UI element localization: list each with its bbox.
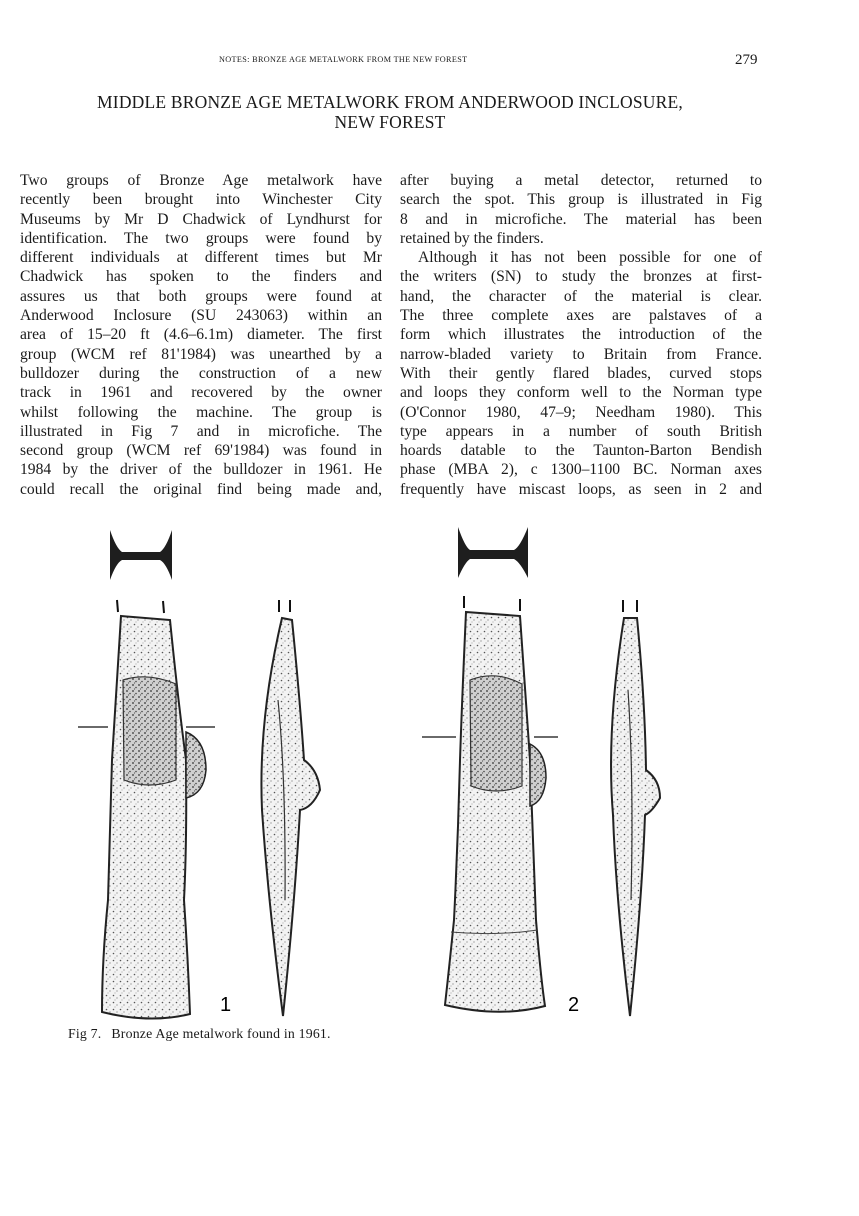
text-line: retained by the finders. [400,229,544,247]
figure-caption-label: Fig 7. [68,1026,102,1041]
text-line: search the spot. This group is illustrated in Fig [400,191,762,209]
text-line: second group (WCM ref 69'1984) was found in [20,442,382,460]
text-line: 1984 by the driver of the bulldozer in 1961. He [20,461,382,479]
article-title [40,92,740,132]
text-line: whilst following the machine. The group is [20,403,382,421]
text-line: phase (MBA 2), c 1300–1100 BC. Norman axes [400,461,762,479]
figure-caption [68,1026,331,1042]
text-line: and loops they conform well to the Norman type [400,384,762,402]
running-head [0,52,859,69]
figure-item-label-2: 2 [568,994,580,1016]
figure-item-label-1: 1 [220,994,232,1016]
text-line: narrow-bladed variety to Britain from France. [400,345,762,363]
text-line: The three complete axes are palstaves of a [400,307,762,325]
axe-1-face-view [78,600,215,1019]
left-column [20,171,382,499]
text-line: (O'Connor 1980, 47–9; Needham 1980). This [400,403,762,421]
text-line: Although it has not been possible for one of [418,249,762,267]
text-line: group (WCM ref 81'1984) was unearthed by a [20,345,382,363]
text-line: could recall the original find being made and, [20,480,382,498]
text-line: frequently have miscast loops, as seen in 2 and [400,480,762,498]
text-line: Chadwick has spoken to the finders and [20,268,382,286]
axe-2-side-view [611,600,660,1016]
text-line: Museums by Mr D Chadwick of Lyndhurst for [20,210,382,228]
axe-2-cross-section [458,527,528,578]
text-line: different individuals at different times but Mr [20,249,382,267]
axe-1-side-view [261,600,320,1016]
running-title: NOTES: BRONZE AGE METALWORK FROM THE NEW FOREST [219,55,468,64]
text-line: type appears in a number of south British [400,422,762,440]
axe-2-face-view [422,596,558,1012]
text-line: With their gently flared blades, curved stops [400,364,762,382]
text-line: the writers (SN) to study the bronzes at first- [400,268,762,286]
figure-caption-text: Bronze Age metalwork found in 1961. [111,1026,331,1041]
text-line: hoards datable to the Taunton-Barton Bendish [400,442,762,460]
article-title-line: NEW FOREST [334,112,446,132]
text-line: identification. The two groups were found by [20,229,382,247]
text-line: after buying a metal detector, returned to [400,172,762,189]
text-line: Anderwood Inclosure (SU 243063) within an [20,307,382,325]
text-line: track in 1961 and recovered by the owner [20,384,382,402]
text-line: form which illustrates the introduction of the [400,326,762,344]
page-number: 279 [735,52,758,68]
figure-axe-drawings [60,520,800,1030]
text-line: illustrated in Fig 7 and in microfiche. The [20,422,382,440]
text-line: bulldozer during the construction of a new [20,364,382,382]
right-column [400,171,762,499]
text-line: recently been brought into Winchester City [20,191,382,209]
axe-1-cross-section [110,530,172,580]
text-line: hand, the character of the material is clear. [400,287,762,305]
text-line: area of 15–20 ft (4.6–6.1m) diameter. The first [20,326,382,344]
article-title-line: MIDDLE BRONZE AGE METALWORK FROM ANDERWOOD INCLOSURE, [97,92,683,112]
text-line: 8 and in microfiche. The material has been [400,210,762,228]
text-line: assures us that both groups were found at [20,287,382,305]
text-line: Two groups of Bronze Age metalwork have [20,172,382,189]
